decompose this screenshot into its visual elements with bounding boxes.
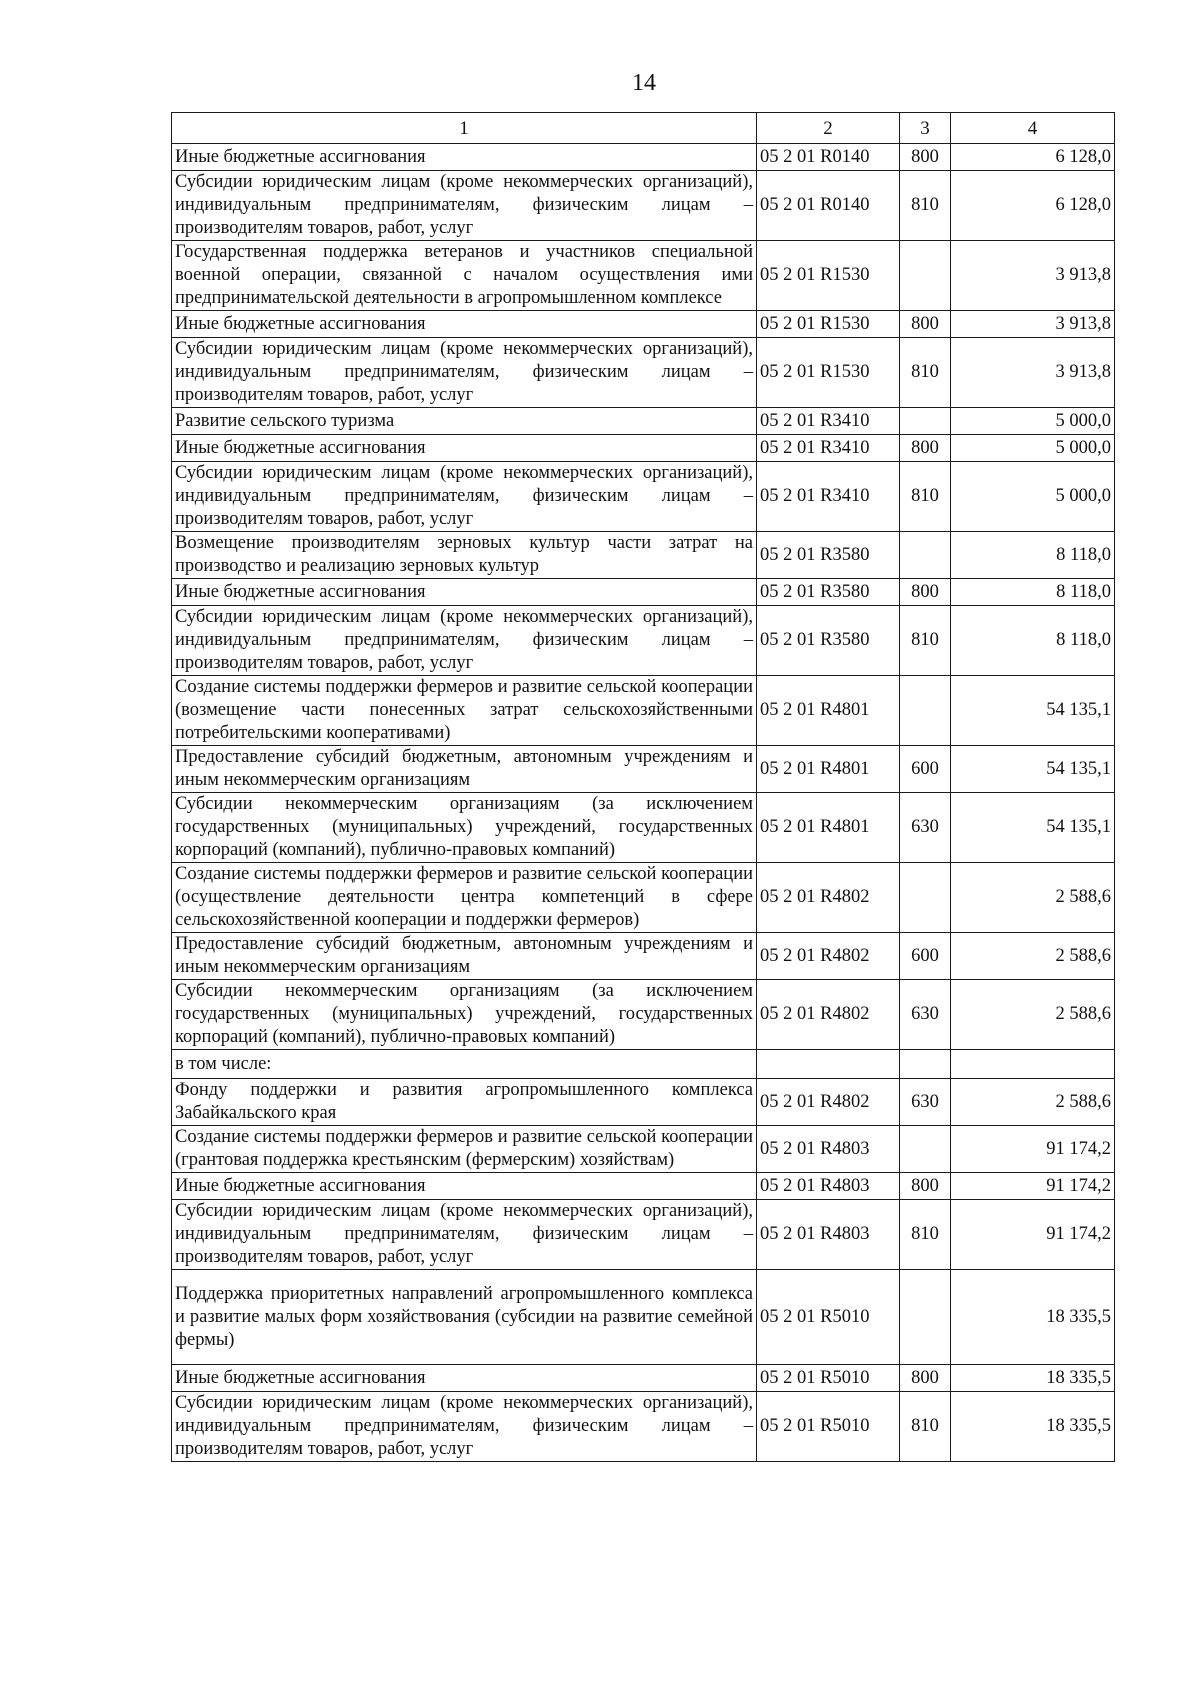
table-row xyxy=(172,933,1115,980)
row-type-cell xyxy=(900,1126,951,1173)
row-code-cell: 05 2 01 R4802 xyxy=(757,980,900,1050)
table-row xyxy=(172,863,1115,933)
row-code-cell: 05 2 01 R4803 xyxy=(757,1200,900,1270)
row-amount-cell: 91 174,2 xyxy=(951,1126,1115,1173)
row-code-cell: 05 2 01 R4801 xyxy=(757,793,900,863)
row-type-cell: 800 xyxy=(900,1173,951,1200)
row-amount-cell: 3 913,8 xyxy=(951,338,1115,408)
row-type-cell: 800 xyxy=(900,144,951,171)
column-header-type: 3 xyxy=(900,113,951,144)
row-type-cell: 810 xyxy=(900,338,951,408)
row-code-cell: 05 2 01 R0140 xyxy=(757,144,900,171)
row-code-cell: 05 2 01 R4801 xyxy=(757,746,900,793)
row-type-cell: 800 xyxy=(900,311,951,338)
row-name-cell: Иные бюджетные ассигнования xyxy=(172,1173,757,1200)
row-code-cell: 05 2 01 R3410 xyxy=(757,462,900,532)
row-code-cell: 05 2 01 R4802 xyxy=(757,863,900,933)
table-row xyxy=(172,171,1115,241)
table-row xyxy=(172,746,1115,793)
row-amount-cell: 2 588,6 xyxy=(951,933,1115,980)
row-type-cell: 810 xyxy=(900,1392,951,1462)
row-name-cell: Субсидии некоммерческим организациям (за исключением государственных (муниципальных) учреждений, государственных корпораций (компаний), публично-правовых компаний) xyxy=(172,980,757,1050)
row-code-cell: 05 2 01 R4803 xyxy=(757,1173,900,1200)
row-name-cell: Субсидии юридическим лицам (кроме некоммерческих организаций), индивидуальным предпринимателям, физическим лицам – производителям товаров, работ, услуг xyxy=(172,171,757,241)
row-code-cell: 05 2 01 R1530 xyxy=(757,338,900,408)
row-type-cell: 600 xyxy=(900,746,951,793)
row-code-cell: 05 2 01 R4803 xyxy=(757,1126,900,1173)
row-amount-cell: 8 118,0 xyxy=(951,532,1115,579)
table-row xyxy=(172,1079,1115,1126)
row-code-cell xyxy=(757,1050,900,1079)
column-header-code: 2 xyxy=(757,113,900,144)
row-code-cell: 05 2 01 R5010 xyxy=(757,1270,900,1365)
row-amount-cell: 8 118,0 xyxy=(951,579,1115,606)
row-name-cell: в том числе: xyxy=(172,1050,757,1079)
row-code-cell: 05 2 01 R5010 xyxy=(757,1392,900,1462)
row-type-cell: 800 xyxy=(900,579,951,606)
table-row xyxy=(172,1365,1115,1392)
table-row xyxy=(172,338,1115,408)
row-name-cell: Иные бюджетные ассигнования xyxy=(172,435,757,462)
row-amount-cell: 18 335,5 xyxy=(951,1270,1115,1365)
row-amount-cell: 5 000,0 xyxy=(951,462,1115,532)
row-code-cell: 05 2 01 R1530 xyxy=(757,311,900,338)
row-code-cell: 05 2 01 R3580 xyxy=(757,606,900,676)
table-row xyxy=(172,241,1115,311)
row-name-cell: Субсидии юридическим лицам (кроме некоммерческих организаций), индивидуальным предпринимателям, физическим лицам – производителям товаров, работ, услуг xyxy=(172,606,757,676)
row-amount-cell: 91 174,2 xyxy=(951,1200,1115,1270)
table-row xyxy=(172,532,1115,579)
budget-table xyxy=(171,112,1115,1462)
row-type-cell: 810 xyxy=(900,171,951,241)
page-number: 14 xyxy=(632,70,656,96)
table-row xyxy=(172,1126,1115,1173)
row-type-cell xyxy=(900,1050,951,1079)
row-type-cell: 630 xyxy=(900,980,951,1050)
row-type-cell: 810 xyxy=(900,606,951,676)
table-row xyxy=(172,144,1115,171)
row-name-cell: Предоставление субсидий бюджетным, автономным учреждениям и иным некоммерческим организациям xyxy=(172,933,757,980)
row-amount-cell: 54 135,1 xyxy=(951,746,1115,793)
row-type-cell xyxy=(900,863,951,933)
row-name-cell: Иные бюджетные ассигнования xyxy=(172,311,757,338)
row-amount-cell: 2 588,6 xyxy=(951,980,1115,1050)
row-amount-cell: 3 913,8 xyxy=(951,311,1115,338)
table-row xyxy=(172,606,1115,676)
table-row xyxy=(172,435,1115,462)
table-row xyxy=(172,579,1115,606)
row-name-cell: Фонду поддержки и развития агропромышленного комплекса Забайкальского края xyxy=(172,1079,757,1126)
row-amount-cell: 6 128,0 xyxy=(951,171,1115,241)
row-code-cell: 05 2 01 R3580 xyxy=(757,532,900,579)
table-row xyxy=(172,462,1115,532)
table-row xyxy=(172,1050,1115,1079)
table-row xyxy=(172,408,1115,435)
table-row xyxy=(172,676,1115,746)
row-type-cell: 630 xyxy=(900,793,951,863)
row-name-cell: Субсидии некоммерческим организациям (за исключением государственных (муниципальных) учреждений, государственных корпораций (компаний), публично-правовых компаний) xyxy=(172,793,757,863)
row-code-cell: 05 2 01 R3410 xyxy=(757,408,900,435)
row-type-cell: 800 xyxy=(900,1365,951,1392)
row-amount-cell: 5 000,0 xyxy=(951,435,1115,462)
row-amount-cell: 2 588,6 xyxy=(951,863,1115,933)
table-row xyxy=(172,1392,1115,1462)
row-amount-cell: 18 335,5 xyxy=(951,1365,1115,1392)
row-type-cell xyxy=(900,532,951,579)
row-name-cell: Субсидии юридическим лицам (кроме некоммерческих организаций), индивидуальным предпринимателям, физическим лицам – производителям товаров, работ, услуг xyxy=(172,1392,757,1462)
table-row xyxy=(172,1173,1115,1200)
row-code-cell: 05 2 01 R4801 xyxy=(757,676,900,746)
row-name-cell: Иные бюджетные ассигнования xyxy=(172,1365,757,1392)
row-name-cell: Субсидии юридическим лицам (кроме некоммерческих организаций), индивидуальным предпринимателям, физическим лицам – производителям товаров, работ, услуг xyxy=(172,338,757,408)
row-name-cell: Государственная поддержка ветеранов и участников специальной военной операции, связанной с началом осуществления ими предпринимательской деятельности в агропромышленном комплексе xyxy=(172,241,757,311)
table-row xyxy=(172,1270,1115,1365)
row-type-cell xyxy=(900,408,951,435)
row-name-cell: Поддержка приоритетных направлений агропромышленного комплекса и развитие малых форм хозяйствования (субсидии на развитие семейной фермы) xyxy=(172,1270,757,1365)
row-code-cell: 05 2 01 R4802 xyxy=(757,1079,900,1126)
row-type-cell xyxy=(900,241,951,311)
table-header-row xyxy=(172,113,1115,144)
row-amount-cell: 18 335,5 xyxy=(951,1392,1115,1462)
row-amount-cell: 54 135,1 xyxy=(951,793,1115,863)
row-amount-cell xyxy=(951,1050,1115,1079)
row-amount-cell: 2 588,6 xyxy=(951,1079,1115,1126)
row-type-cell: 810 xyxy=(900,1200,951,1270)
row-type-cell: 810 xyxy=(900,462,951,532)
row-name-cell: Предоставление субсидий бюджетным, автономным учреждениям и иным некоммерческим организациям xyxy=(172,746,757,793)
row-code-cell: 05 2 01 R5010 xyxy=(757,1365,900,1392)
row-amount-cell: 3 913,8 xyxy=(951,241,1115,311)
row-code-cell: 05 2 01 R3410 xyxy=(757,435,900,462)
row-type-cell xyxy=(900,676,951,746)
table-row xyxy=(172,1200,1115,1270)
row-amount-cell: 91 174,2 xyxy=(951,1173,1115,1200)
row-type-cell: 630 xyxy=(900,1079,951,1126)
row-name-cell: Создание системы поддержки фермеров и развитие сельской кооперации (грантовая поддержка крестьянским (фермерским) хозяйствам) xyxy=(172,1126,757,1173)
table-body xyxy=(172,144,1115,1462)
table-row xyxy=(172,311,1115,338)
column-header-amount: 4 xyxy=(951,113,1115,144)
row-amount-cell: 54 135,1 xyxy=(951,676,1115,746)
row-name-cell: Иные бюджетные ассигнования xyxy=(172,579,757,606)
row-type-cell: 800 xyxy=(900,435,951,462)
column-header-name: 1 xyxy=(172,113,757,144)
row-name-cell: Субсидии юридическим лицам (кроме некоммерческих организаций), индивидуальным предпринимателям, физическим лицам – производителям товаров, работ, услуг xyxy=(172,462,757,532)
row-name-cell: Субсидии юридическим лицам (кроме некоммерческих организаций), индивидуальным предпринимателям, физическим лицам – производителям товаров, работ, услуг xyxy=(172,1200,757,1270)
table-row xyxy=(172,793,1115,863)
row-amount-cell: 6 128,0 xyxy=(951,144,1115,171)
row-code-cell: 05 2 01 R4802 xyxy=(757,933,900,980)
row-code-cell: 05 2 01 R3580 xyxy=(757,579,900,606)
row-amount-cell: 5 000,0 xyxy=(951,408,1115,435)
table-row xyxy=(172,980,1115,1050)
row-type-cell xyxy=(900,1270,951,1365)
row-name-cell: Создание системы поддержки фермеров и развитие сельской кооперации (возмещение части понесенных затрат сельскохозяйственными потребительскими кооперативами) xyxy=(172,676,757,746)
row-type-cell: 600 xyxy=(900,933,951,980)
row-name-cell: Иные бюджетные ассигнования xyxy=(172,144,757,171)
row-name-cell: Создание системы поддержки фермеров и развитие сельской кооперации (осуществление деятельности центра компетенций в сфере сельскохозяйственной кооперации и поддержки фермеров) xyxy=(172,863,757,933)
row-code-cell: 05 2 01 R0140 xyxy=(757,171,900,241)
row-name-cell: Возмещение производителям зерновых культур части затрат на производство и реализацию зерновых культур xyxy=(172,532,757,579)
row-amount-cell: 8 118,0 xyxy=(951,606,1115,676)
row-code-cell: 05 2 01 R1530 xyxy=(757,241,900,311)
row-name-cell: Развитие сельского туризма xyxy=(172,408,757,435)
